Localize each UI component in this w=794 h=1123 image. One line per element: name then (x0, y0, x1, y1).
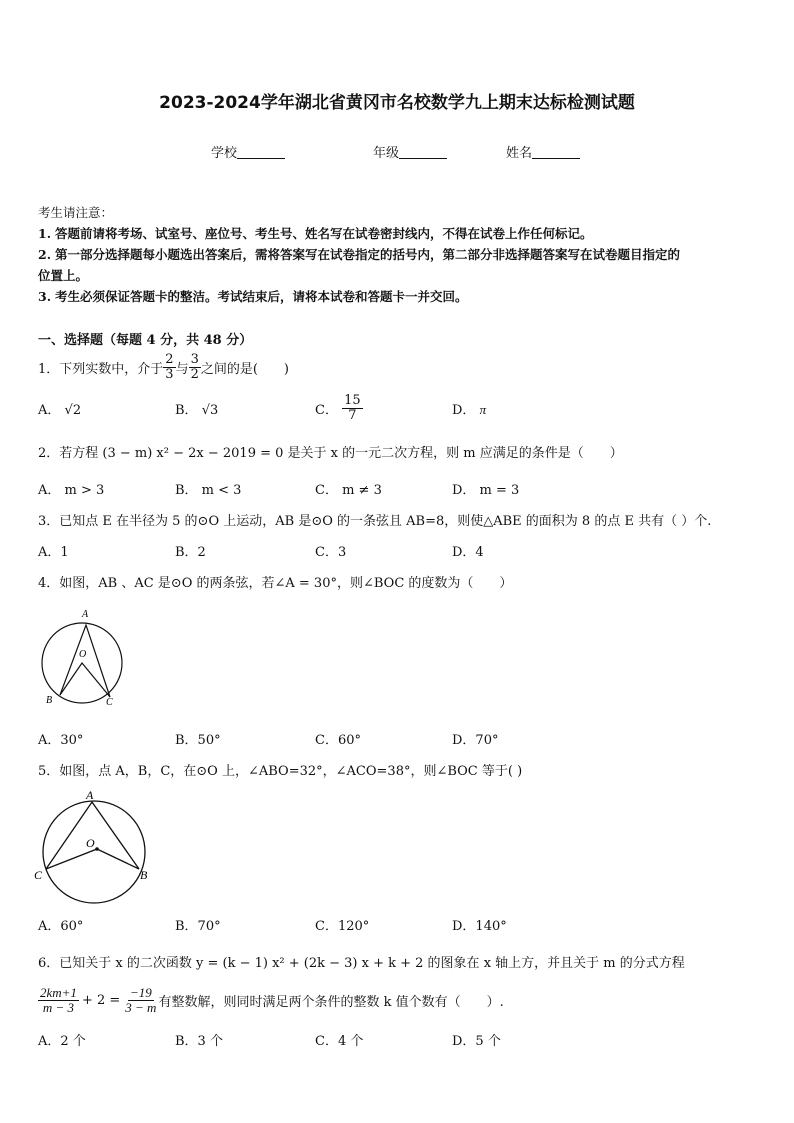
school-blank (237, 146, 285, 159)
name-field (506, 142, 580, 161)
name-label: 姓名 (506, 146, 533, 161)
point-o-label: O (86, 836, 95, 850)
notice-heading: 考生请注意： (38, 205, 114, 220)
page-title: 2023-2024学年湖北省黄冈市名校数学九上期末达标检测试题 (159, 93, 635, 113)
question-3: 3．已知点 E 在半径为 5 的⊙O 上运动，AB 是⊙O 的一条弦且 AB=8，则使△ABE 的面积为 8 的点 E 共有（ ）个. (38, 514, 712, 529)
notice-item: 2. 第一部分选择题每小题选出答案后，需将答案写在试卷指定的括号内，第二部分非选择题答案写在试卷题目指定的 (38, 247, 681, 262)
section-heading: 一、选择题（每题 4 分，共 48 分） (38, 333, 253, 348)
fraction: $\frac{3}{2}$ (190, 351, 199, 382)
option-d: D． π (452, 402, 487, 418)
circle-figure-q4 (38, 605, 130, 709)
option-d: D． m = 3 (452, 483, 520, 498)
question-4: 4．如图，AB 、AC 是⊙O 的两条弦，若∠A = 30°，则∠BOC 的度数为（ ） (38, 576, 513, 591)
option-b: B．3 个 (175, 1034, 223, 1049)
point-c-label: C (106, 697, 113, 708)
name-blank (532, 146, 580, 159)
school-field (211, 142, 285, 161)
option-c: C．120° (315, 919, 370, 934)
notice-item: 3. 考生必须保证答题卡的整洁。考试结束后，请将本试卷和答题卡一并交回。 (38, 289, 468, 304)
option-b: B． √3 (175, 403, 219, 418)
option-c: C．3 (315, 545, 347, 560)
option-b: B．70° (175, 919, 221, 934)
question-2: 2．若方程 (3 − m) x² − 2x − 2019 = 0 是关于 x 的一元二次方程，则 m 应满足的条件是（ ） (38, 446, 623, 461)
grade-field (373, 142, 447, 161)
option-a: A．30° (38, 733, 84, 748)
option-c: C． $\frac{15}{7}$ (315, 392, 361, 423)
option-a: A．1 (38, 545, 69, 560)
point-a-label: A (86, 788, 94, 802)
fraction: $\frac{2}{3}$ (165, 351, 174, 382)
circle-figure-q5 (30, 785, 156, 905)
option-a: A． m > 3 (38, 483, 105, 498)
notice-item: 1. 答题前请将考场、试室号、座位号、考生号、姓名写在试卷密封线内，不得在试卷上作任何标记。 (38, 226, 593, 241)
notice-item: 位置上。 (38, 268, 89, 283)
point-a-label: A (82, 609, 89, 620)
option-b: B．50° (175, 733, 221, 748)
option-b: B． m < 3 (175, 483, 242, 498)
option-a: A． √2 (38, 403, 82, 418)
question-1: 1．下列实数中，介于 $\frac{2}{3}$ 与 $\frac{3}{2}$ 之间的是( ) (38, 351, 290, 382)
school-label: 学校 (211, 146, 238, 161)
option-a: A．2 个 (38, 1034, 86, 1049)
question-6-equation: $\frac{2km+1}{m - 3}$ + 2 = $\frac{-19}{3 - m}$ 有整数解，则同时满足两个条件的整数 k 值个数有（ ）. (40, 984, 504, 1015)
grade-label: 年级 (373, 146, 400, 161)
fraction: $\frac{2km+1}{m - 3}$ (40, 984, 77, 1015)
fraction: $\frac{15}{7}$ (344, 392, 361, 423)
option-d: D．70° (452, 733, 499, 748)
option-c: C．4 个 (315, 1034, 364, 1049)
option-d: D．5 个 (452, 1034, 501, 1049)
question-5: 5．如图，点 A，B，C，在⊙O 上，∠ABO=32°，∠ACO=38°，则∠BOC 等于( ) (38, 764, 523, 779)
point-b-label: B (46, 695, 53, 706)
option-d: D．140° (452, 919, 507, 934)
option-d: D．4 (452, 545, 484, 560)
question-6: 6．已知关于 x 的二次函数 y = (k − 1) x² + (2k − 3) x + k + 2 的图象在 x 轴上方，并且关于 m 的分式方程 (38, 956, 685, 971)
grade-blank (399, 146, 447, 159)
option-a: A．60° (38, 919, 84, 934)
option-c: C． m ≠ 3 (315, 483, 382, 498)
fraction: $\frac{-19}{3 - m}$ (125, 984, 157, 1015)
point-c-label: C (34, 868, 43, 882)
point-o-label: O (79, 649, 87, 660)
option-b: B．2 (175, 545, 206, 560)
point-b-label: B (140, 868, 148, 882)
option-c: C．60° (315, 733, 361, 748)
